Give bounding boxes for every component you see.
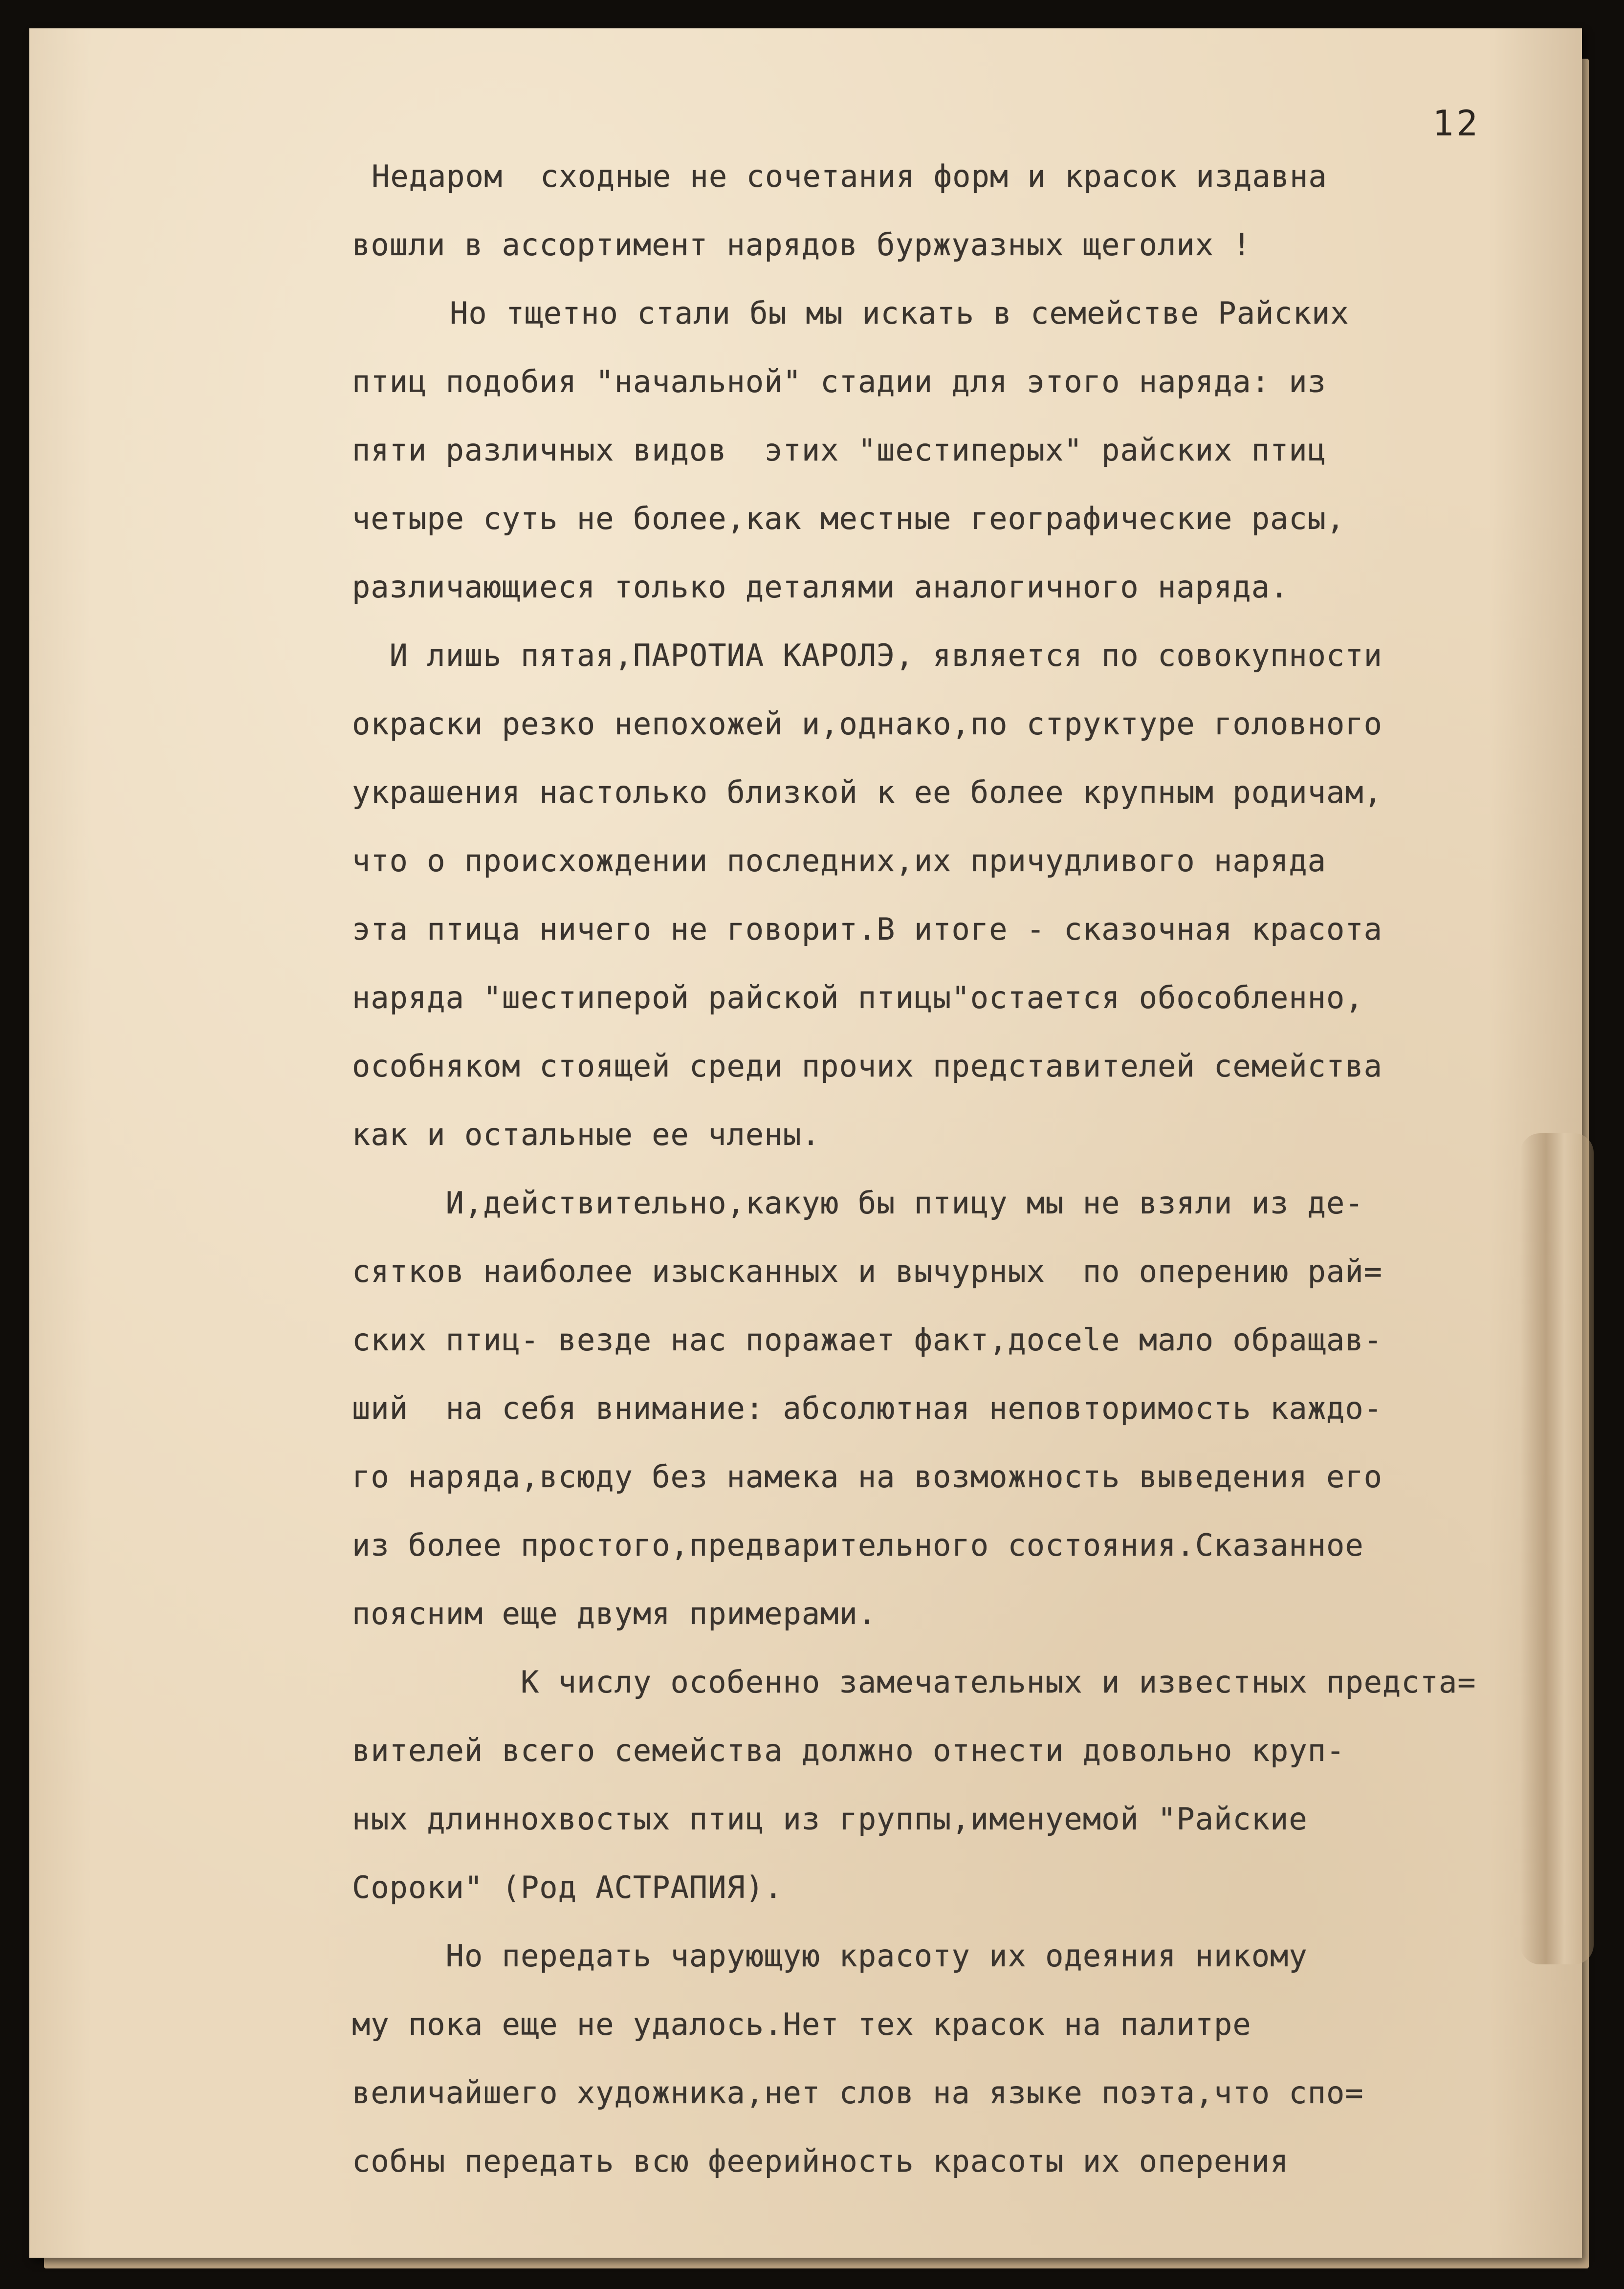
text-line: И лишь пятая,ПАРОТИА КАРОЛЭ, является по совокупности xyxy=(352,638,1383,673)
text-line: ских птиц- везде нас поражает факт,досele мало обращав- xyxy=(352,1322,1383,1358)
text-line: Но тщетно стали бы мы искать в семействе Райских xyxy=(450,295,1349,331)
text-line: вителей всего семейства должно отнести довольно круп- xyxy=(352,1733,1345,1768)
text-line: птиц подобия "начальной" стадии для этого наряда: из xyxy=(352,364,1327,399)
text-line: ных длиннохвостых птиц из группы,именуемой "Райские xyxy=(352,1801,1308,1837)
text-line: наряда "шестиперой райской птицы"остается обособленно, xyxy=(352,980,1364,1015)
text-line: го наряда,всюду без намека на возможность выведения его xyxy=(352,1459,1383,1495)
text-line: окраски резко непохожей и,однако,по структуре головного xyxy=(352,706,1383,742)
text-line: И,действительно,какую бы птицу мы не взяли из де- xyxy=(352,1185,1364,1221)
text-line: из более простого,предварительного состояния.Сказанное xyxy=(352,1527,1364,1563)
text-line: Недаром сходные не сочетания форм и красок издавна xyxy=(372,158,1327,194)
text-line: эта птица ничего не говорит.В итоге - сказочная красота xyxy=(352,911,1383,947)
text-line: вошли в ассортимент нарядов буржуазных щеголих ! xyxy=(352,227,1251,263)
text-line: что о происхождении последних,их причудливого наряда xyxy=(352,843,1327,879)
text-line: К числу особенно замечательных и известных предста= xyxy=(352,1664,1476,1700)
text-line: Но передать чарующую красоту их одеяния никому xyxy=(352,1938,1308,1974)
text-line: собны передать всю феерийность красоты их оперения xyxy=(352,2143,1289,2179)
text-line: четыре суть не более,как местные географические расы, xyxy=(352,501,1345,536)
text-line: различающиеся только деталями аналогичного наряда. xyxy=(352,569,1289,605)
text-line: сятков наиболее изысканных и вычурных по оперению рай= xyxy=(352,1254,1383,1289)
text-line: му пока еще не удалось.Нет тех красок на палитре xyxy=(352,2006,1251,2042)
page-number: 12 xyxy=(1432,103,1481,144)
text-line: величайшего художника,нет слов на языке поэта,что спо= xyxy=(352,2075,1364,2111)
text-line: поясним еще двумя примерами. xyxy=(352,1596,877,1631)
text-line: особняком стоящей среди прочих представителей семейства xyxy=(352,1048,1383,1084)
text-line: пяти различных видов этих "шестиперых" райских птиц xyxy=(352,432,1327,468)
text-line: как и остальные ее члены. xyxy=(352,1117,821,1152)
text-line: ший на себя внимание: абсолютная неповторимость каждо- xyxy=(352,1390,1383,1426)
text-line: Сороки" (Род АСТРАПИЯ). xyxy=(352,1870,783,1905)
curled-edge xyxy=(1520,1133,1594,1964)
text-line: украшения настолько близкой к ее более крупным родичам, xyxy=(352,774,1383,810)
